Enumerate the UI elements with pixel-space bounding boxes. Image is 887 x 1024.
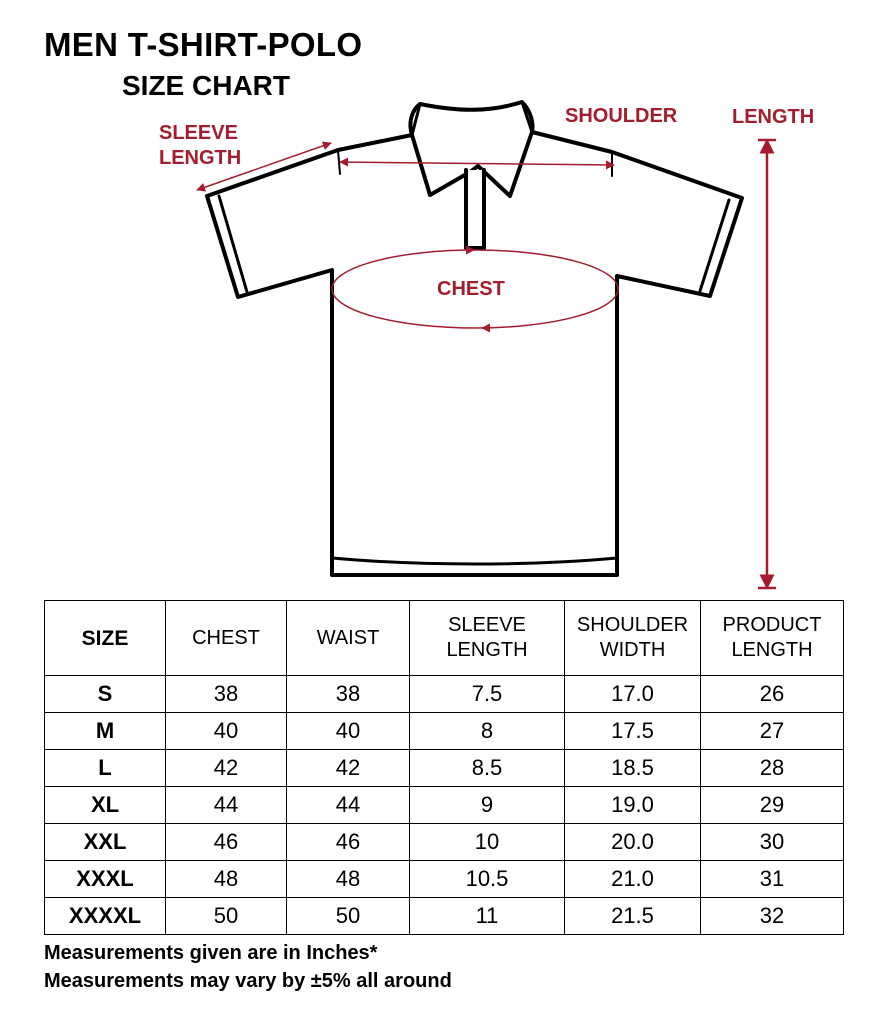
size-cell: XL <box>45 787 166 824</box>
size-cell: L <box>45 750 166 787</box>
measurement-cell: 20.0 <box>565 824 701 861</box>
measurement-cell: 48 <box>166 861 287 898</box>
measurement-cell: 17.0 <box>565 676 701 713</box>
variance-note: Measurements may vary by ±5% all around <box>44 970 452 992</box>
measurement-cell: 21.0 <box>565 861 701 898</box>
table-header-row <box>45 601 844 676</box>
measurement-cell: 28 <box>701 750 844 787</box>
table-row <box>45 824 844 861</box>
chart-title: MEN T-SHIRT-POLO <box>44 26 363 63</box>
measurement-cell: 31 <box>701 861 844 898</box>
measurement-cell: 10.5 <box>410 861 565 898</box>
measurement-cell: 26 <box>701 676 844 713</box>
header-shoulder-width: SHOULDER WIDTH <box>565 601 701 676</box>
measurement-cell: 8 <box>410 713 565 750</box>
table-row <box>45 713 844 750</box>
header-sleeve-length: SLEEVE LENGTH <box>410 601 565 676</box>
measurement-cell: 40 <box>166 713 287 750</box>
header-chest: CHEST <box>166 601 287 676</box>
measurement-cell: 46 <box>287 824 410 861</box>
measurement-cell: 46 <box>166 824 287 861</box>
size-cell: XXXL <box>45 861 166 898</box>
measurement-cell: 30 <box>701 824 844 861</box>
measurement-cell: 9 <box>410 787 565 824</box>
header-size: SIZE <box>45 601 166 676</box>
measurement-cell: 7.5 <box>410 676 565 713</box>
size-cell: M <box>45 713 166 750</box>
measurement-cell: 44 <box>287 787 410 824</box>
measurement-cell: 19.0 <box>565 787 701 824</box>
measurement-cell: 21.5 <box>565 898 701 935</box>
measurement-cell: 27 <box>701 713 844 750</box>
sleeve-label-line1: SLEEVE <box>159 122 238 144</box>
measurement-cell: 10 <box>410 824 565 861</box>
measurement-cell: 11 <box>410 898 565 935</box>
measurement-cell: 17.5 <box>565 713 701 750</box>
sleeve-label-line2: LENGTH <box>159 147 242 169</box>
measurement-cell: 42 <box>287 750 410 787</box>
shoulder-label: SHOULDER <box>565 105 678 127</box>
measurement-cell: 50 <box>166 898 287 935</box>
size-cell: S <box>45 676 166 713</box>
chart-subtitle: SIZE CHART <box>122 70 290 101</box>
polo-shirt-icon <box>207 102 742 575</box>
header-product-length: PRODUCT LENGTH <box>701 601 844 676</box>
measurement-cell: 8.5 <box>410 750 565 787</box>
measurement-cell: 32 <box>701 898 844 935</box>
measurement-cell: 48 <box>287 861 410 898</box>
measurement-cell: 42 <box>166 750 287 787</box>
table-row <box>45 787 844 824</box>
table-row <box>45 676 844 713</box>
table-row <box>45 861 844 898</box>
units-note: Measurements given are in Inches* <box>44 942 378 964</box>
measurement-cell: 38 <box>287 676 410 713</box>
measurement-cell: 40 <box>287 713 410 750</box>
size-cell: XXXXL <box>45 898 166 935</box>
measurement-cell: 18.5 <box>565 750 701 787</box>
size-table <box>44 600 844 935</box>
chest-label: CHEST <box>437 278 505 300</box>
size-cell: XXL <box>45 824 166 861</box>
measurement-cell: 29 <box>701 787 844 824</box>
table-row <box>45 750 844 787</box>
length-label: LENGTH <box>732 106 815 128</box>
table-body <box>45 676 844 935</box>
header-waist: WAIST <box>287 601 410 676</box>
table-row <box>45 898 844 935</box>
measurement-cell: 50 <box>287 898 410 935</box>
measurement-cell: 38 <box>166 676 287 713</box>
measurement-cell: 44 <box>166 787 287 824</box>
